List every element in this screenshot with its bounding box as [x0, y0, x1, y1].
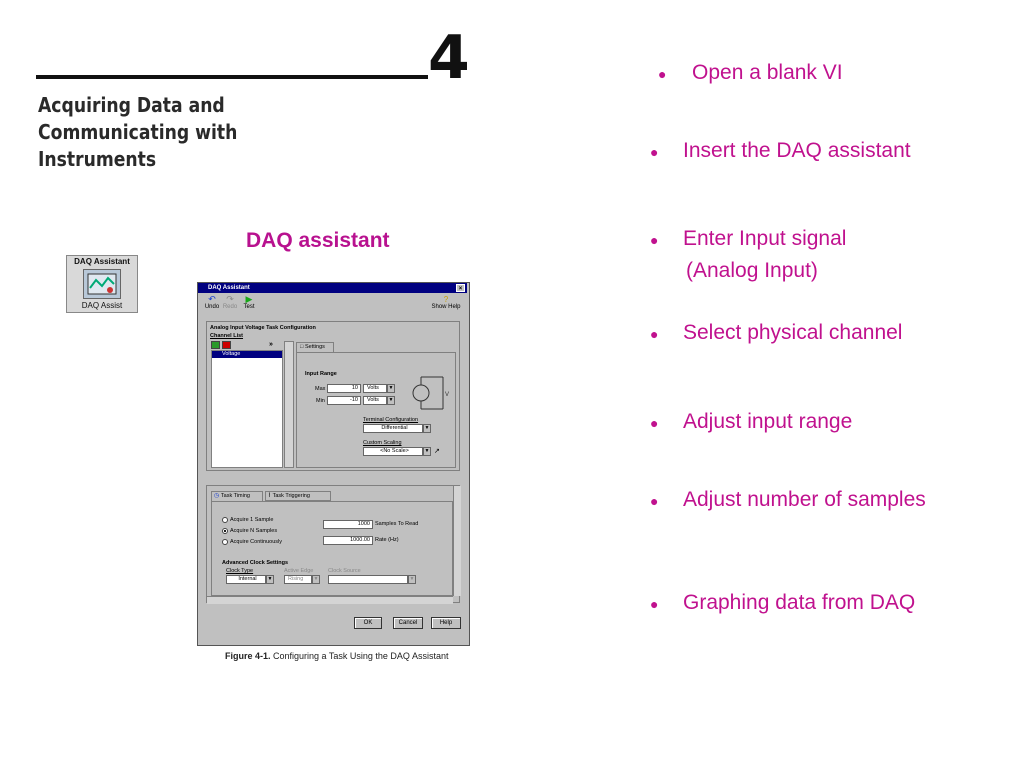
- bullet-dot: ●: [658, 66, 667, 82]
- min-unit-select[interactable]: Volts: [363, 396, 387, 405]
- chapter-rule: [36, 75, 428, 79]
- chevron-down-icon[interactable]: ▼: [424, 425, 430, 431]
- bullet-adjust-range: Adjust input range: [683, 410, 853, 433]
- clock-source-select: [328, 575, 408, 584]
- acquire-n-label: Acquire N Samples: [230, 528, 278, 534]
- custom-scaling-label: Custom Scaling: [363, 440, 402, 446]
- bullet-graphing: Graphing data from DAQ: [683, 591, 916, 614]
- chevron-down-icon[interactable]: ▼: [424, 448, 430, 454]
- dialog-title: DAQ Assistant: [208, 285, 250, 291]
- daq-assistant-dialog: [197, 282, 470, 646]
- chevron-down-icon[interactable]: ▼: [388, 397, 394, 403]
- settings-panel: [296, 352, 456, 468]
- clock-type-select[interactable]: Internal: [226, 575, 266, 584]
- bullet-dot: ●: [650, 415, 659, 431]
- config-title: Analog Input Voltage Task Configuration: [210, 325, 316, 331]
- bullet-adjust-samples: Adjust number of samples: [683, 488, 926, 511]
- active-edge-label: Active Edge: [284, 568, 314, 574]
- horizontal-scrollbar[interactable]: [207, 596, 453, 604]
- figure-caption-text: Configuring a Task Using the DAQ Assistant: [273, 651, 449, 661]
- redo-icon: ↷: [226, 294, 234, 304]
- samples-label: Samples To Read: [375, 521, 419, 527]
- min-label: Min: [316, 398, 325, 404]
- daq-assistant-icon[interactable]: [66, 255, 138, 313]
- add-channel-icon[interactable]: [211, 341, 220, 349]
- remove-channel-icon[interactable]: [222, 341, 231, 349]
- tab-task-timing[interactable]: [211, 491, 263, 501]
- settings-tab-label: Settings: [305, 344, 325, 350]
- bullet-dot: ●: [650, 326, 659, 342]
- bullet-dot: ●: [650, 232, 659, 248]
- cancel-button[interactable]: Cancel: [393, 617, 423, 629]
- bullet-select-channel: Select physical channel: [683, 321, 903, 344]
- redo-button[interactable]: [222, 295, 238, 310]
- dialog-titlebar: [198, 283, 467, 293]
- help-button[interactable]: Help: [431, 617, 461, 629]
- terminal-config-select[interactable]: Differential: [363, 424, 423, 433]
- samples-input[interactable]: 1000: [323, 520, 373, 529]
- clock-source-label: Clock Source: [328, 568, 361, 574]
- input-range-label: Input Range: [305, 371, 337, 377]
- run-arrow-icon: ▶: [245, 294, 253, 304]
- show-help-button[interactable]: [428, 295, 464, 310]
- chevron-down-icon[interactable]: ▼: [388, 385, 394, 391]
- rate-input[interactable]: 1000.00: [323, 536, 373, 545]
- chapter-title: [38, 92, 262, 173]
- max-label: Max: [315, 386, 326, 392]
- daq-assistant-heading: DAQ assistant: [246, 229, 390, 252]
- config-panel: [206, 321, 460, 471]
- voltage-source-icon: [409, 373, 453, 413]
- help-icon: ?: [443, 295, 449, 304]
- task-triggering-label: Task Triggering: [272, 493, 310, 499]
- tab-task-triggering[interactable]: [265, 491, 331, 501]
- bullet-open-blank-vi: Open a blank VI: [692, 61, 843, 84]
- acquire-1-label: Acquire 1 Sample: [230, 517, 274, 523]
- radio-acquire-1[interactable]: [222, 517, 228, 523]
- bullet-dot: ●: [650, 493, 659, 509]
- adv-clock-label: Advanced Clock Settings: [222, 560, 289, 566]
- channel-list-label: Channel List: [210, 333, 244, 339]
- bullet-dot: ●: [650, 144, 659, 160]
- rate-label: Rate (Hz): [375, 537, 399, 543]
- chapter-number: 4: [428, 23, 470, 93]
- trigger-icon: ⌇: [268, 493, 271, 499]
- settings-icon: □: [300, 344, 304, 350]
- chapter-title-line: Acquiring Data and: [38, 93, 225, 117]
- redo-label: Redo: [222, 304, 238, 310]
- min-input[interactable]: -10: [327, 396, 361, 405]
- undo-icon: ↶: [208, 294, 216, 304]
- custom-scaling-select[interactable]: <No Scale>: [363, 447, 423, 456]
- chapter-title-line: Instruments: [38, 147, 157, 171]
- edit-scale-icon[interactable]: ↗: [434, 448, 440, 455]
- radio-acquire-n[interactable]: [222, 528, 228, 534]
- figure-caption: [225, 651, 448, 661]
- expand-icon[interactable]: »: [269, 341, 273, 348]
- figure-number: Figure 4-1.: [225, 651, 271, 661]
- clock-icon: ◷: [214, 493, 220, 499]
- test-button[interactable]: [242, 295, 256, 310]
- bullet-enter-input: Enter Input signal: [683, 227, 847, 250]
- channel-list[interactable]: [211, 350, 283, 468]
- chevron-down-icon: ▼: [409, 576, 415, 582]
- terminal-config-label: Terminal Configuration: [363, 417, 419, 423]
- close-icon[interactable]: ×: [456, 284, 465, 292]
- undo-button[interactable]: [204, 295, 220, 310]
- radio-acquire-continuous[interactable]: [222, 539, 228, 545]
- test-label: Test: [243, 304, 255, 310]
- splitter-scrollbar[interactable]: [284, 341, 294, 468]
- vertical-scrollbar[interactable]: [453, 486, 461, 596]
- bullet-enter-input-line2: (Analog Input): [686, 259, 818, 282]
- timing-content: [211, 501, 453, 596]
- bullet-dot: ●: [650, 596, 659, 612]
- active-edge-select: Rising: [284, 575, 312, 584]
- show-help-label: Show Help: [431, 304, 461, 310]
- svg-text:V: V: [445, 392, 450, 398]
- icon-top-label: DAQ Assistant: [74, 257, 130, 266]
- clock-type-label: Clock Type: [226, 568, 254, 574]
- acquire-continuous-label: Acquire Continuously: [230, 539, 282, 545]
- chapter-title-line: Communicating with: [38, 120, 238, 144]
- tab-settings[interactable]: [296, 342, 334, 352]
- undo-label: Undo: [204, 304, 220, 310]
- max-input[interactable]: 10: [327, 384, 361, 393]
- max-unit-select[interactable]: Volts: [363, 384, 387, 393]
- ok-button[interactable]: OK: [354, 617, 382, 629]
- task-timing-label: Task Timing: [220, 493, 250, 499]
- timing-panel: [206, 485, 460, 603]
- daq-glyph-icon: [83, 269, 121, 299]
- channel-item-voltage[interactable]: Voltage: [212, 351, 282, 358]
- icon-bottom-label: DAQ Assist: [81, 301, 123, 310]
- chevron-down-icon: ▼: [313, 576, 319, 582]
- bullet-insert-daq: Insert the DAQ assistant: [683, 139, 911, 162]
- chevron-down-icon[interactable]: ▼: [267, 576, 273, 582]
